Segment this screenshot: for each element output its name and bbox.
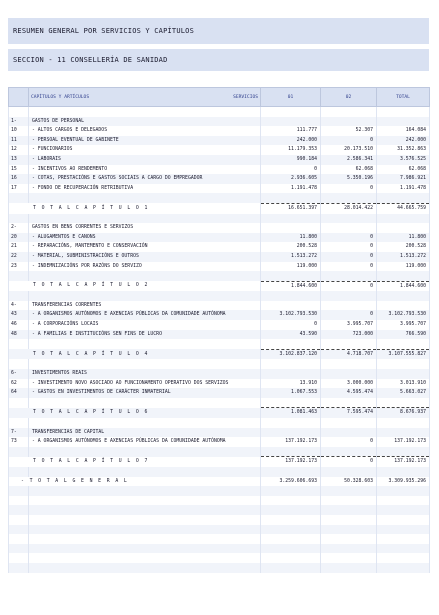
cell-total (377, 563, 430, 573)
header-col-02: 02 (321, 88, 377, 107)
table-row (9, 174, 430, 184)
cell-col-02 (321, 369, 377, 379)
cell-col-02 (321, 223, 377, 233)
cell-col-02 (321, 301, 377, 311)
cell-col-02 (321, 515, 377, 525)
cell-total (377, 534, 430, 544)
total-row (9, 457, 430, 467)
cell-code (9, 271, 29, 281)
table-row (9, 136, 430, 146)
report-page (8, 18, 429, 573)
cell-col-02: 4.595.474 (321, 388, 377, 398)
cell-col-01 (261, 496, 321, 506)
table-row (9, 165, 430, 175)
empty-row (9, 398, 430, 408)
cell-col-01: 1.081.463 (261, 408, 321, 418)
total-label: T O T A L C A P Í T U L O 6 (9, 408, 261, 418)
cell-total: 62.068 (377, 165, 430, 175)
cell-description: - MATERIAL, SUBMINISTRACIÓNS E OUTROS (29, 252, 261, 262)
total-label: T O T A L C A P Í T U L O 7 (9, 457, 261, 467)
cell-code (9, 193, 29, 203)
cell-description (29, 418, 261, 428)
empty-row (9, 544, 430, 554)
empty-row (9, 505, 430, 515)
cell-code (9, 214, 29, 224)
cell-description: - INCENTIVOS AO RENDEMENTO (29, 165, 261, 175)
cell-total (377, 301, 430, 311)
cell-col-01 (261, 553, 321, 563)
cell-total (377, 117, 430, 127)
cell-col-02: 52.307 (321, 126, 377, 136)
header-description-cell (29, 88, 261, 107)
cell-description: - COTAS, PRESTACIÓNS E GASTOS SOCIAIS A CARGO DO EMPREGADOR (29, 174, 261, 184)
cell-description: - ALUGAMENTOS E CANONS (29, 233, 261, 243)
cell-col-01: 3.102.793.530 (261, 310, 321, 320)
cell-code (9, 339, 29, 349)
cell-description (29, 339, 261, 349)
cell-col-01: 13.910 (261, 379, 321, 389)
cell-description (29, 563, 261, 573)
cell-code: 43 (9, 310, 29, 320)
empty-row (9, 486, 430, 496)
empty-row (9, 271, 430, 281)
cell-code: 6- (9, 369, 29, 379)
cell-description: - A ORGANISMOS AUTÓNOMOS E AXENCIAS PÚBLICAS DA COMUNIDADE AUTÓNOMA (29, 310, 261, 320)
empty-row (9, 496, 430, 506)
cell-total: 7.986.921 (377, 174, 430, 184)
cell-col-01: 16.651.397 (261, 203, 321, 213)
cell-col-02: 7.595.474 (321, 408, 377, 418)
cell-total (377, 486, 430, 496)
table-row (9, 145, 430, 155)
cell-col-01: 242.000 (261, 136, 321, 146)
cell-code (9, 563, 29, 573)
cell-col-01: 137.192.173 (261, 457, 321, 467)
empty-row (9, 553, 430, 563)
cell-total (377, 544, 430, 554)
cell-description: - INDEMNIZACIÓNS POR RAZÓNS DO SERVIZO (29, 262, 261, 272)
cell-total (377, 271, 430, 281)
cell-col-01 (261, 544, 321, 554)
cell-total (377, 107, 430, 117)
chapter-row (9, 428, 430, 438)
cell-description: - LABORAIS (29, 155, 261, 165)
cell-col-01: 0 (261, 320, 321, 330)
cell-col-02: 0 (321, 242, 377, 252)
cell-col-02 (321, 418, 377, 428)
cell-total: 5.663.027 (377, 388, 430, 398)
cell-description (29, 496, 261, 506)
cell-total (377, 496, 430, 506)
cell-description: - PERSOAL EVENTUAL DE GABINETE (29, 136, 261, 146)
table-header (9, 88, 430, 107)
chapter-row (9, 369, 430, 379)
cell-total (377, 428, 430, 438)
summary-table (8, 87, 430, 573)
cell-col-01 (261, 398, 321, 408)
cell-description (29, 515, 261, 525)
report-title: RESUMEN GENERAL POR SERVICIOS Y CAPÍTULOS (8, 18, 429, 44)
cell-col-01 (261, 193, 321, 203)
table-row (9, 233, 430, 243)
cell-col-01 (261, 369, 321, 379)
cell-code (9, 515, 29, 525)
cell-total (377, 505, 430, 515)
cell-col-01 (261, 339, 321, 349)
cell-description: TRANSFERENCIAS CORRENTES (29, 301, 261, 311)
cell-col-01 (261, 505, 321, 515)
cell-total: 1.844.600 (377, 281, 430, 291)
cell-code: 48 (9, 330, 29, 340)
cell-col-02 (321, 496, 377, 506)
cell-col-02: 0 (321, 252, 377, 262)
cell-total: 1.513.272 (377, 252, 430, 262)
cell-total: 3.102.793.530 (377, 310, 430, 320)
cell-col-02 (321, 534, 377, 544)
cell-code: 23 (9, 262, 29, 272)
cell-col-02: 0 (321, 233, 377, 243)
table-row (9, 155, 430, 165)
cell-total: 1.191.478 (377, 184, 430, 194)
cell-description (29, 534, 261, 544)
cell-col-01 (261, 359, 321, 369)
cell-total (377, 223, 430, 233)
cell-col-02: 5.350.196 (321, 174, 377, 184)
cell-description (29, 447, 261, 457)
table-row (9, 262, 430, 272)
cell-description (29, 467, 261, 477)
cell-col-02 (321, 428, 377, 438)
cell-total: 3.995.707 (377, 320, 430, 330)
header-col-01: 01 (261, 88, 321, 107)
cell-code: 7- (9, 428, 29, 438)
cell-description (29, 505, 261, 515)
cell-description: - FUNCIONARIOS (29, 145, 261, 155)
cell-code (9, 505, 29, 515)
cell-col-01: 990.184 (261, 155, 321, 165)
cell-total (377, 467, 430, 477)
cell-description (29, 359, 261, 369)
cell-description: - A ORGANISMOS AUTÓNOMOS E AXENCIAS PÚBLICAS DA COMUNIDADE AUTÓNOMA (29, 437, 261, 447)
total-row (9, 281, 430, 291)
cell-col-02: 723.000 (321, 330, 377, 340)
empty-row (9, 339, 430, 349)
cell-code (9, 107, 29, 117)
empty-row (9, 467, 430, 477)
cell-description (29, 553, 261, 563)
table-row (9, 330, 430, 340)
cell-col-02: 0 (321, 184, 377, 194)
header-code-cell (9, 88, 29, 107)
cell-col-01 (261, 301, 321, 311)
header-servicios: SERVICIOS (233, 94, 258, 100)
cell-col-02: 3.000.000 (321, 379, 377, 389)
cell-col-02: 0 (321, 310, 377, 320)
table-body (9, 107, 430, 573)
cell-col-01 (261, 534, 321, 544)
empty-row (9, 534, 430, 544)
cell-description (29, 193, 261, 203)
cell-col-01 (261, 525, 321, 535)
empty-row (9, 214, 430, 224)
cell-col-01 (261, 515, 321, 525)
cell-code (9, 467, 29, 477)
cell-col-01 (261, 117, 321, 127)
cell-col-02: 50.328.603 (321, 477, 377, 487)
cell-col-02 (321, 563, 377, 573)
cell-description: - A CORPORACIÓNS LOCAIS (29, 320, 261, 330)
cell-code: 17 (9, 184, 29, 194)
cell-total: 44.665.759 (377, 203, 430, 213)
cell-col-01 (261, 563, 321, 573)
table-row (9, 310, 430, 320)
table-row (9, 437, 430, 447)
cell-col-01 (261, 486, 321, 496)
cell-col-01: 200.528 (261, 242, 321, 252)
cell-description: GASTOS EN BENS CORRENTES E SERVIZOS (29, 223, 261, 233)
cell-col-01: 3.259.606.693 (261, 477, 321, 487)
cell-col-01 (261, 418, 321, 428)
cell-total: 200.528 (377, 242, 430, 252)
cell-description (29, 271, 261, 281)
cell-total (377, 553, 430, 563)
table-row (9, 184, 430, 194)
header-capitulos: CAPÍTULOS Y ARTÍCULOS (31, 94, 90, 100)
cell-col-02: 3.995.707 (321, 320, 377, 330)
cell-col-02 (321, 447, 377, 457)
cell-code (9, 486, 29, 496)
cell-code: 64 (9, 388, 29, 398)
empty-row (9, 418, 430, 428)
cell-col-02 (321, 525, 377, 535)
cell-total: 3.309.935.296 (377, 477, 430, 487)
cell-total (377, 339, 430, 349)
cell-col-02 (321, 117, 377, 127)
cell-col-02 (321, 553, 377, 563)
cell-col-02 (321, 398, 377, 408)
cell-description: GASTOS DE PERSONAL (29, 117, 261, 127)
cell-col-01: 1.067.553 (261, 388, 321, 398)
cell-col-02: 0 (321, 281, 377, 291)
cell-code: 13 (9, 155, 29, 165)
cell-col-02 (321, 193, 377, 203)
cell-code: 46 (9, 320, 29, 330)
cell-description: - FONDO DE RECUPERACIÓN RETRIBUTIVA (29, 184, 261, 194)
cell-col-02 (321, 486, 377, 496)
cell-description (29, 107, 261, 117)
cell-col-01: 1.513.272 (261, 252, 321, 262)
cell-col-02 (321, 271, 377, 281)
cell-code: 21 (9, 242, 29, 252)
cell-col-02: 62.068 (321, 165, 377, 175)
empty-row (9, 291, 430, 301)
chapter-row (9, 223, 430, 233)
cell-total (377, 359, 430, 369)
cell-description: TRANSFERENCIAS DE CAPITAL (29, 428, 261, 438)
total-label: T O T A L C A P Í T U L O 2 (9, 281, 261, 291)
cell-col-01 (261, 428, 321, 438)
cell-total: 11.800 (377, 233, 430, 243)
cell-code (9, 359, 29, 369)
cell-col-02: 28.014.422 (321, 203, 377, 213)
total-label: - T O T A L G E N E R A L (9, 477, 261, 487)
cell-total (377, 447, 430, 457)
cell-col-02: 0 (321, 262, 377, 272)
cell-code: 73 (9, 437, 29, 447)
cell-col-01: 137.192.173 (261, 437, 321, 447)
cell-code: 12 (9, 145, 29, 155)
cell-description (29, 525, 261, 535)
total-row (9, 408, 430, 418)
cell-col-01 (261, 291, 321, 301)
cell-code (9, 553, 29, 563)
cell-description: - INVESTIMENTO NOVO ASOCIADO AO FUNCIONAMENTO OPERATIVO DOS SERVIZOS (29, 379, 261, 389)
cell-col-02 (321, 291, 377, 301)
cell-col-01 (261, 271, 321, 281)
cell-code: 22 (9, 252, 29, 262)
total-row (9, 203, 430, 213)
empty-row (9, 107, 430, 117)
table-row (9, 252, 430, 262)
cell-col-01: 111.777 (261, 126, 321, 136)
cell-total: 766.590 (377, 330, 430, 340)
cell-description: - A FAMILIAS E INSTITUCIÓNS SEN FINS DE LUCRO (29, 330, 261, 340)
cell-total: 119.000 (377, 262, 430, 272)
cell-col-01: 11.179.353 (261, 145, 321, 155)
empty-row (9, 515, 430, 525)
cell-total (377, 291, 430, 301)
empty-row (9, 359, 430, 369)
cell-col-02 (321, 214, 377, 224)
header-col-total: TOTAL (377, 88, 430, 107)
cell-total: 3.013.910 (377, 379, 430, 389)
cell-total (377, 525, 430, 535)
section-title: SECCION - 11 CONSELLERÍA DE SANIDAD (8, 49, 429, 71)
cell-col-01: 43.590 (261, 330, 321, 340)
total-label: T O T A L C A P Í T U L O 1 (9, 203, 261, 213)
cell-col-01 (261, 107, 321, 117)
cell-code (9, 447, 29, 457)
cell-total: 31.352.863 (377, 145, 430, 155)
cell-total (377, 418, 430, 428)
total-label: T O T A L C A P Í T U L O 4 (9, 349, 261, 359)
cell-code: 4- (9, 301, 29, 311)
empty-row (9, 447, 430, 457)
cell-col-02: 2.586.341 (321, 155, 377, 165)
cell-description: - GASTOS EN INVESTIMENTOS DE CARÁCTER INMATERIAL (29, 388, 261, 398)
cell-total: 164.084 (377, 126, 430, 136)
empty-row (9, 193, 430, 203)
cell-col-02 (321, 339, 377, 349)
cell-col-01: 2.936.605 (261, 174, 321, 184)
cell-code (9, 525, 29, 535)
cell-total: 137.192.173 (377, 457, 430, 467)
cell-code: 11 (9, 136, 29, 146)
cell-code (9, 291, 29, 301)
cell-total (377, 193, 430, 203)
cell-description (29, 486, 261, 496)
cell-total: 3.107.555.827 (377, 349, 430, 359)
cell-col-02 (321, 505, 377, 515)
cell-description (29, 544, 261, 554)
table-row (9, 320, 430, 330)
table-row (9, 388, 430, 398)
cell-col-02 (321, 359, 377, 369)
cell-total (377, 515, 430, 525)
cell-total (377, 214, 430, 224)
cell-total: 242.000 (377, 136, 430, 146)
empty-row (9, 563, 430, 573)
cell-total (377, 398, 430, 408)
cell-code: 10 (9, 126, 29, 136)
cell-col-01 (261, 447, 321, 457)
cell-description: - ALTOS CARGOS E DELEGADOS (29, 126, 261, 136)
cell-total: 137.192.173 (377, 437, 430, 447)
cell-col-01: 119.000 (261, 262, 321, 272)
cell-col-02: 0 (321, 457, 377, 467)
cell-col-01 (261, 467, 321, 477)
cell-col-01: 3.102.837.120 (261, 349, 321, 359)
total-row (9, 349, 430, 359)
cell-col-02: 20.173.510 (321, 145, 377, 155)
cell-col-02 (321, 544, 377, 554)
cell-code (9, 544, 29, 554)
cell-code: 62 (9, 379, 29, 389)
cell-col-02: 0 (321, 437, 377, 447)
cell-code (9, 418, 29, 428)
cell-total: 8.676.937 (377, 408, 430, 418)
chapter-row (9, 117, 430, 127)
cell-total: 3.576.525 (377, 155, 430, 165)
cell-description (29, 398, 261, 408)
cell-code: 2- (9, 223, 29, 233)
table-row (9, 379, 430, 389)
cell-col-01 (261, 223, 321, 233)
cell-code (9, 534, 29, 544)
cell-description: INVESTIMENTOS REAIS (29, 369, 261, 379)
cell-description (29, 291, 261, 301)
cell-col-01: 1.191.478 (261, 184, 321, 194)
cell-col-02 (321, 467, 377, 477)
cell-col-01: 11.800 (261, 233, 321, 243)
cell-code (9, 496, 29, 506)
cell-col-01: 0 (261, 165, 321, 175)
total-row (9, 477, 430, 487)
cell-col-02: 4.718.707 (321, 349, 377, 359)
cell-total (377, 369, 430, 379)
cell-col-02 (321, 107, 377, 117)
cell-col-01: 1.844.600 (261, 281, 321, 291)
empty-row (9, 525, 430, 535)
chapter-row (9, 301, 430, 311)
table-row (9, 126, 430, 136)
cell-code: 1- (9, 117, 29, 127)
cell-code (9, 398, 29, 408)
cell-col-01 (261, 214, 321, 224)
cell-description (29, 214, 261, 224)
cell-description: - REPARACIÓNS, MANTEMENTO E CONSERVACIÓN (29, 242, 261, 252)
cell-code: 15 (9, 165, 29, 175)
cell-code: 16 (9, 174, 29, 184)
table-row (9, 242, 430, 252)
cell-col-02: 0 (321, 136, 377, 146)
cell-code: 20 (9, 233, 29, 243)
